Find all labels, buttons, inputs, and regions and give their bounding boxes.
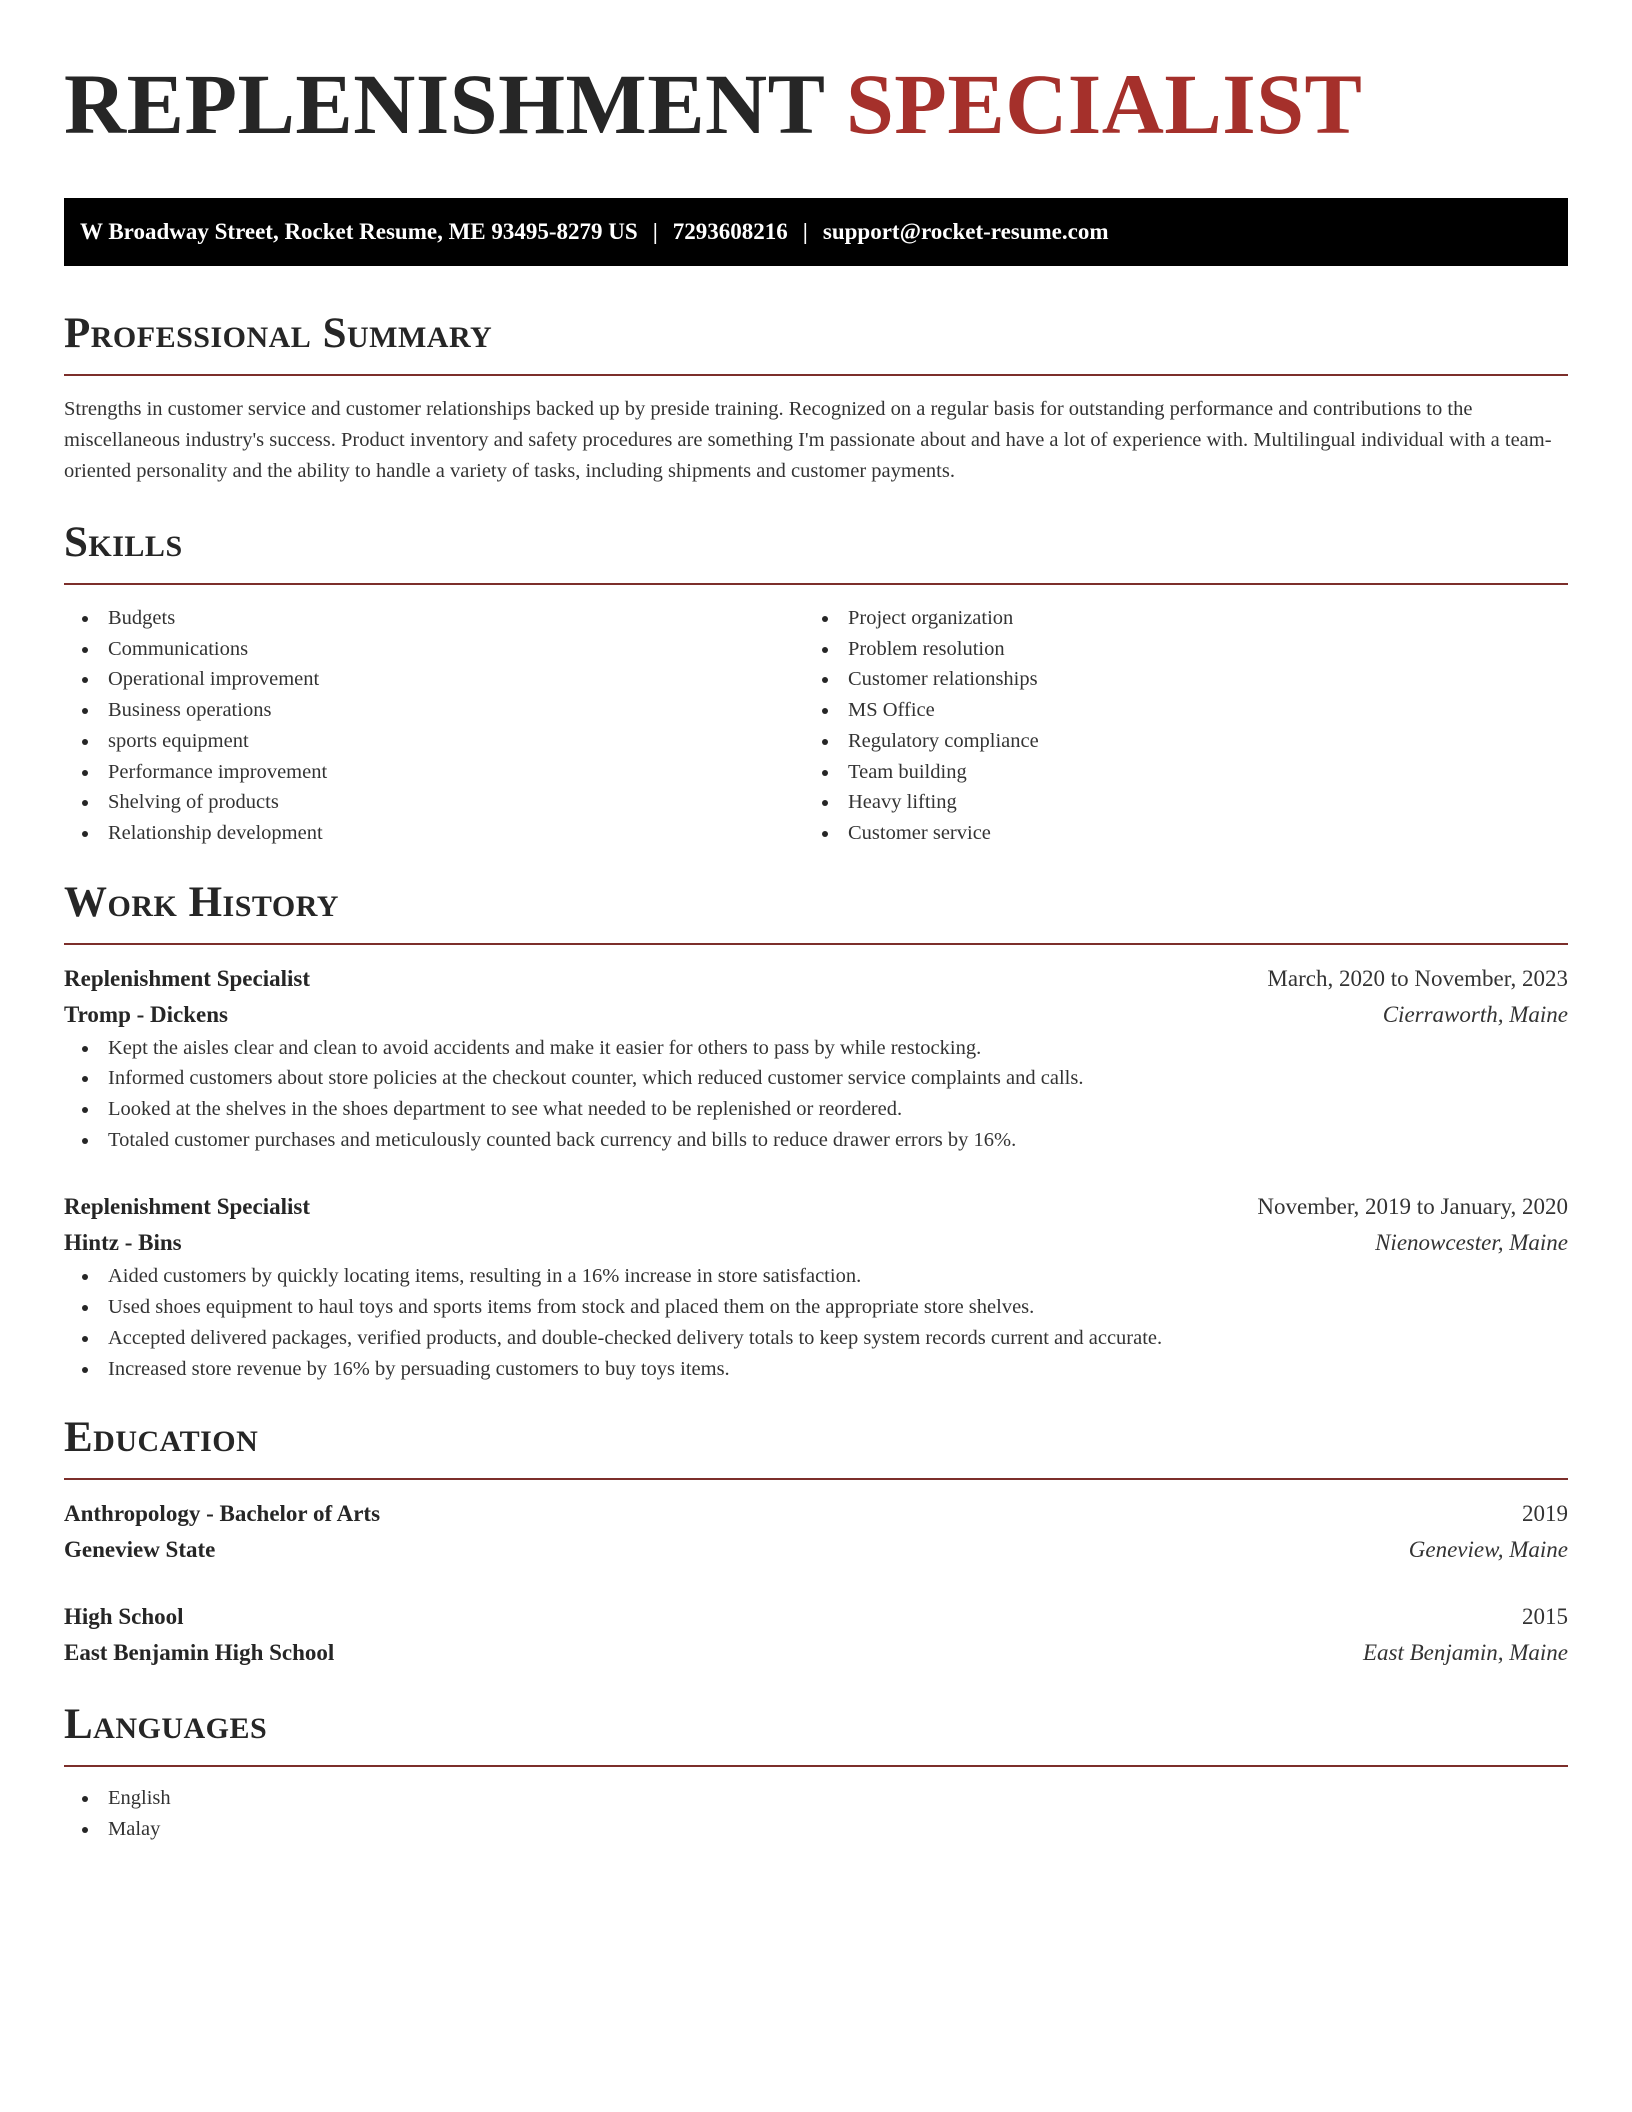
- education-location: East Benjamin, Maine: [1362, 1640, 1568, 1666]
- job-role: Replenishment Specialist: [64, 1194, 310, 1220]
- skill-item: Heavy lifting: [804, 787, 1544, 818]
- section-title: Professional Summary: [64, 310, 493, 357]
- skills-column-left: [64, 603, 804, 849]
- skill-item: sports equipment: [64, 726, 804, 757]
- job-bullet: Used shoes equipment to haul toys and sports items from stock and placed them on the appropriate store shelves.: [64, 1292, 1568, 1323]
- section-divider: [64, 583, 1568, 585]
- job-bullets: [64, 1261, 1568, 1384]
- job-bullet: Aided customers by quickly locating items, resulting in a 16% increase in store satisfaction.: [64, 1261, 1568, 1292]
- skill-item: Problem resolution: [804, 634, 1544, 665]
- skill-item: MS Office: [804, 695, 1544, 726]
- skill-item: Team building: [804, 757, 1544, 788]
- job-role: Replenishment Specialist: [64, 965, 310, 991]
- section-divider: [64, 943, 1568, 945]
- job-company: Hintz - Bins: [64, 1230, 182, 1256]
- education-year: 2019: [1522, 1501, 1568, 1527]
- summary-section: [64, 308, 1568, 487]
- skill-item: Regulatory compliance: [804, 726, 1544, 757]
- work-history-section: [64, 877, 1568, 1385]
- skill-item: Customer relationships: [804, 664, 1544, 695]
- education-section: [64, 1412, 1568, 1671]
- skill-item: Performance improvement: [64, 757, 804, 788]
- language-item: English: [64, 1783, 1568, 1814]
- job-dates: March, 2020 to November, 2023: [1267, 965, 1568, 991]
- section-title: Skills: [64, 519, 183, 566]
- education-year: 2015: [1522, 1604, 1568, 1630]
- job-bullets: [64, 1033, 1568, 1156]
- section-divider: [64, 1765, 1568, 1767]
- job-bullet: Accepted delivered packages, verified products, and double-checked delivery totals to keep system records current and accurate.: [64, 1323, 1568, 1354]
- job-header-row: [64, 1189, 1568, 1225]
- name-first: REPLENISHMENT: [64, 56, 824, 152]
- languages-list: [64, 1783, 1568, 1844]
- education-degree: Anthropology - Bachelor of Arts: [64, 1501, 381, 1527]
- education-school: Geneview State: [64, 1537, 216, 1563]
- skill-item: Business operations: [64, 695, 804, 726]
- job-location: Cierraworth, Maine: [1382, 1001, 1568, 1027]
- job-company-row: [64, 1225, 1568, 1261]
- skills-column-right: [804, 603, 1544, 849]
- education-school: East Benjamin High School: [64, 1640, 335, 1666]
- job-bullet: Looked at the shelves in the shoes department to see what needed to be replenished or reordered.: [64, 1094, 1568, 1125]
- contact-bar: [64, 198, 1568, 266]
- education-header-row: [64, 1496, 1568, 1532]
- job-dates: November, 2019 to January, 2020: [1257, 1194, 1568, 1220]
- skill-item: Communications: [64, 634, 804, 665]
- contact-separator: |: [652, 219, 658, 244]
- contact-phone: 7293608216: [672, 219, 788, 244]
- contact-address: W Broadway Street, Rocket Resume, ME 93495-8279 US: [80, 219, 638, 244]
- skill-item: Operational improvement: [64, 664, 804, 695]
- job-bullet: Informed customers about store policies at the checkout counter, which reduced customer service complaints and calls.: [64, 1063, 1568, 1094]
- skills-section: [64, 517, 1568, 849]
- name-second: SPECIALIST: [845, 56, 1363, 152]
- skill-item: Customer service: [804, 818, 1544, 849]
- job-bullet: Kept the aisles clear and clean to avoid accidents and make it easier for others to pass by while restocking.: [64, 1033, 1568, 1064]
- education-school-row: [64, 1635, 1568, 1671]
- section-title: Languages: [64, 1701, 268, 1749]
- education-header-row: [64, 1599, 1568, 1635]
- skill-item: Budgets: [64, 603, 804, 634]
- language-item: Malay: [64, 1814, 1568, 1845]
- section-divider: [64, 1478, 1568, 1480]
- summary-text: Strengths in customer service and customer relationships backed up by preside training. Recognized on a regular basis for outstanding performance and contributions to the miscellaneous industry's success. Product inventory and safety procedures are something I'm passionate about and have a lot of experience with. Multilingual individual with a team-oriented personality and the ability to handle a variety of tasks, including shipments and customer payments.: [64, 398, 1552, 482]
- section-divider: [64, 374, 1568, 376]
- contact-email: support@rocket-resume.com: [822, 219, 1109, 244]
- resume-name: [64, 56, 1568, 152]
- job-entry: [64, 1189, 1568, 1384]
- skills-grid: [64, 603, 1568, 849]
- section-title: Education: [64, 1414, 259, 1462]
- job-company: Tromp - Dickens: [64, 1001, 228, 1027]
- languages-section: [64, 1699, 1568, 1844]
- education-entry: [64, 1496, 1568, 1568]
- job-entry: [64, 961, 1568, 1156]
- job-header-row: [64, 961, 1568, 997]
- job-bullet: Totaled customer purchases and meticulously counted back currency and bills to reduce drawer errors by 16%.: [64, 1125, 1568, 1156]
- skill-item: Project organization: [804, 603, 1544, 634]
- job-location: Nienowcester, Maine: [1375, 1230, 1568, 1256]
- education-degree: High School: [64, 1604, 184, 1630]
- education-location: Geneview, Maine: [1408, 1537, 1568, 1563]
- section-title: Work History: [64, 878, 339, 926]
- skill-item: Relationship development: [64, 818, 804, 849]
- education-school-row: [64, 1532, 1568, 1568]
- contact-separator: |: [802, 219, 808, 244]
- skill-item: Shelving of products: [64, 787, 804, 818]
- job-bullet: Increased store revenue by 16% by persuading customers to buy toys items.: [64, 1354, 1568, 1385]
- education-entry: [64, 1599, 1568, 1671]
- job-company-row: [64, 997, 1568, 1033]
